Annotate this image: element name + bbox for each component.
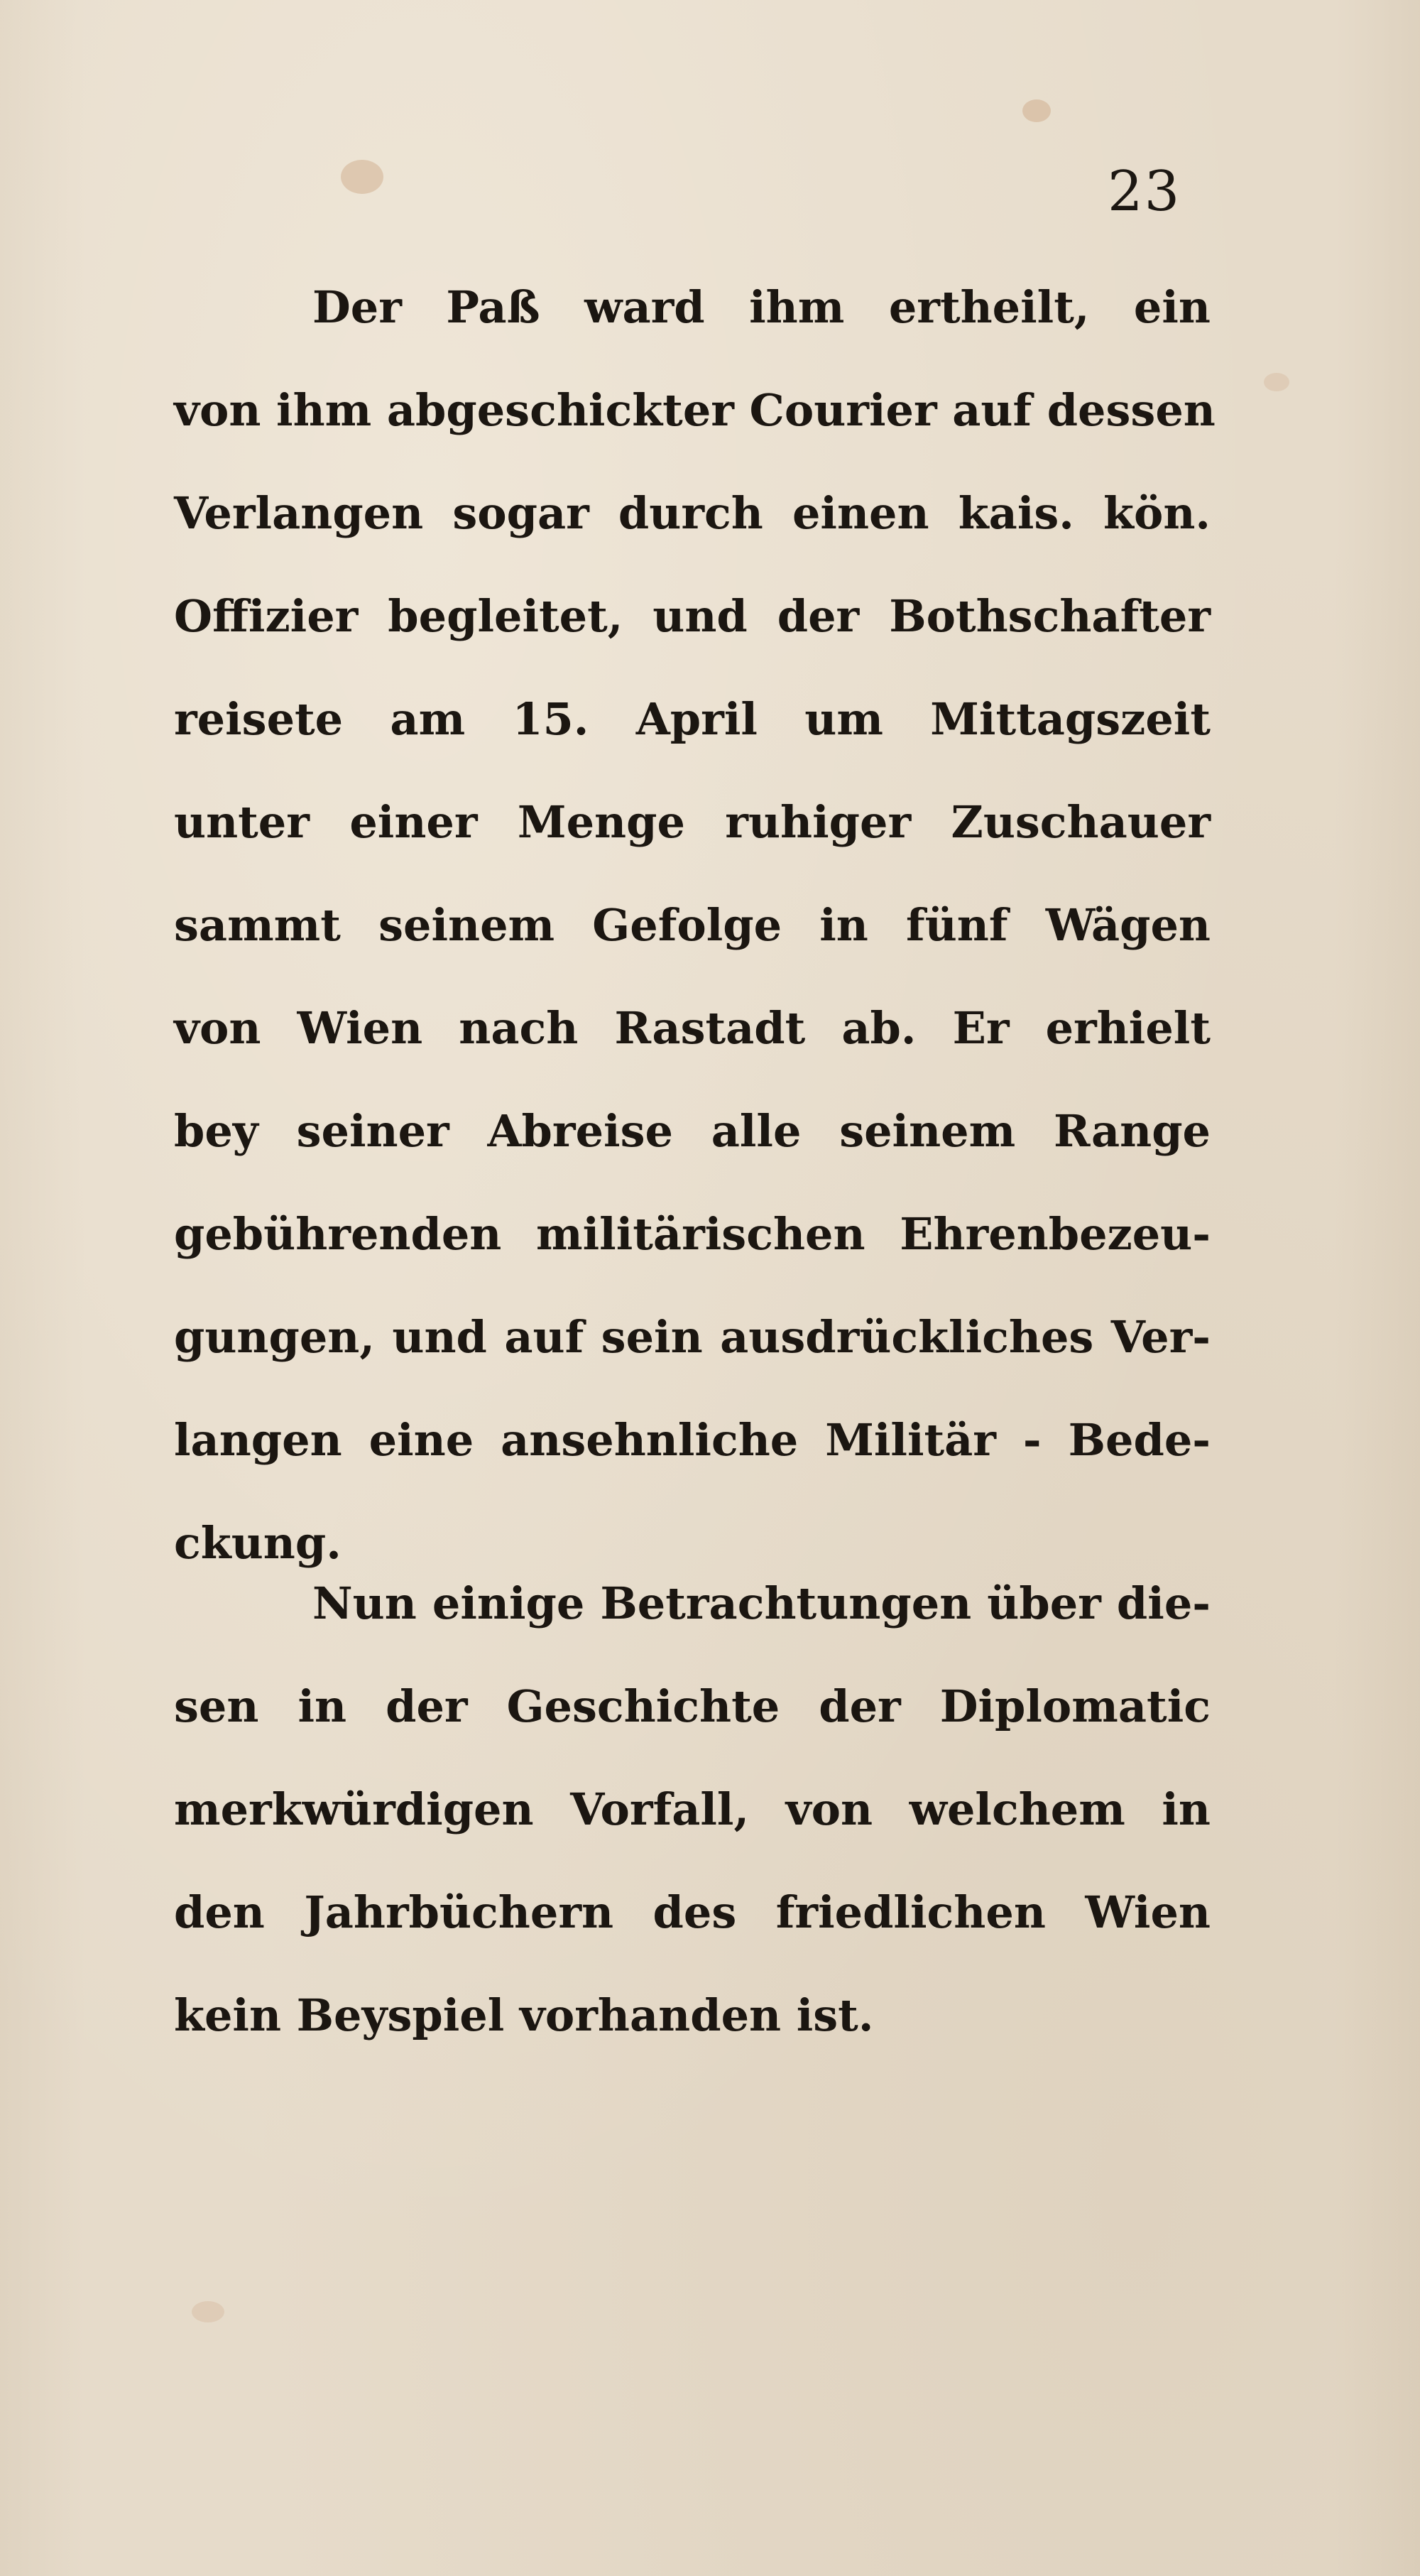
text-line: merkwürdigen Vorfall, von welchem in xyxy=(174,1783,1211,1835)
paper-stain xyxy=(341,160,383,194)
text-line: Offizier begleitet, und der Bothschafter xyxy=(174,590,1211,642)
text-line: sammt seinem Gefolge in fünf Wägen xyxy=(174,899,1211,951)
text-line: gungen, und auf sein ausdrückliches Ver- xyxy=(174,1311,1211,1363)
text-line: Der Paß ward ihm ertheilt, ein xyxy=(312,281,1211,333)
text-line: langen eine ansehnliche Militär - Bede- xyxy=(174,1414,1211,1466)
text-line: reisete am 15. April um Mittagszeit xyxy=(174,693,1211,745)
text-line: Verlangen sogar durch einen kais. kön. xyxy=(174,487,1211,539)
page-number: 23 xyxy=(1108,160,1181,224)
paragraph xyxy=(174,256,1216,1594)
text-line: kein Beyspiel vorhanden ist. xyxy=(174,1989,874,2041)
text-line: ckung. xyxy=(174,1517,342,1569)
text-line: bey seiner Abreise alle seinem Range xyxy=(174,1105,1211,1157)
paragraph xyxy=(174,1552,1211,2067)
text-line: Nun einige Betrachtungen über die- xyxy=(312,1577,1211,1629)
text-line: gebührenden militärischen Ehrenbezeu- xyxy=(174,1208,1211,1260)
text-line: sen in der Geschichte der Diplomatic xyxy=(174,1680,1211,1732)
paper-stain xyxy=(1264,373,1289,391)
text-line: von Wien nach Rastadt ab. Er erhielt xyxy=(174,1002,1211,1054)
text-line: von ihm abgeschickter Courier auf dessen xyxy=(174,384,1216,436)
text-line: den Jahrbüchern des friedlichen Wien xyxy=(174,1886,1211,1938)
paper-stain xyxy=(192,2301,224,2322)
text-line: unter einer Menge ruhiger Zuschauer xyxy=(174,796,1211,848)
paper-stain xyxy=(1022,99,1051,122)
